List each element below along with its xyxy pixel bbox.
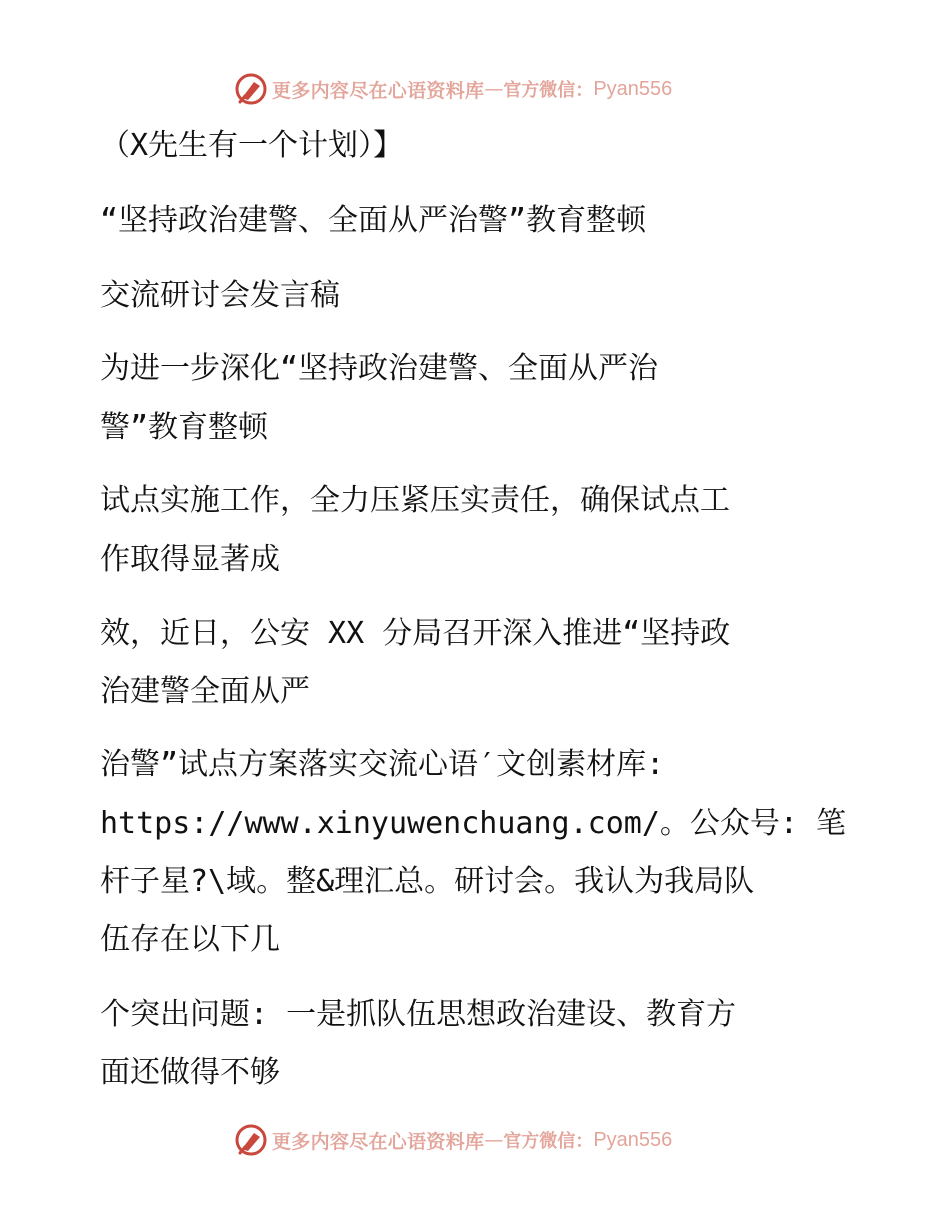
header-banner-content [234, 69, 672, 109]
document-line: （X先生有一个计划）】 [100, 128, 404, 163]
document-line: 交流研讨会发言稿 [100, 278, 340, 313]
banner-wechat-id: Pyan556 [593, 1128, 673, 1151]
document-line: “坚持政治建警、全面从严治警”教育整顿 [100, 203, 647, 238]
footer-banner [0, 1120, 950, 1160]
banner-wechat-label: 官方微信： [503, 80, 594, 101]
document-line: 作取得显著成 [100, 542, 280, 577]
banner-separator: — [484, 1129, 504, 1151]
document-line: 试点实施工作，全力压紧压实责任，确保试点工 [100, 483, 730, 518]
document-line: 为进一步深化“坚持政治建警、全面从严治 [100, 351, 659, 386]
document-line: 面还做得不够 [100, 1055, 280, 1090]
document-line: https://www.xinyuwenchuang.com/。公众号: 笔 [100, 806, 847, 841]
banner-separator: — [484, 78, 504, 100]
document-line: 治建警全面从严 [100, 674, 310, 709]
document-line: 杆子星?\域。整&理汇总。研讨会。我认为我局队 [100, 864, 755, 899]
banner-wechat-id: Pyan556 [593, 77, 673, 100]
header-banner [0, 69, 950, 109]
pen-nib-logo-icon [234, 72, 268, 106]
document-line: 效，近日，公安 XX 分局召开深入推进“坚持政 [100, 616, 731, 651]
document-line: 警”教育整顿 [100, 410, 269, 445]
banner-main-text: 更多内容尽在心语资料库 [272, 79, 485, 102]
banner-main-text: 更多内容尽在心语资料库 [272, 1130, 485, 1153]
document-line: 个突出问题: 一是抓队伍思想政治建设、教育方 [100, 997, 737, 1032]
banner-wechat-label: 官方微信： [503, 1131, 594, 1152]
document-line: 治警”试点方案落实交流心语′文创素材库: [100, 747, 665, 782]
document-line: 伍存在以下几 [100, 922, 280, 957]
footer-banner-content [234, 1120, 672, 1160]
pen-nib-logo-icon [234, 1123, 268, 1157]
